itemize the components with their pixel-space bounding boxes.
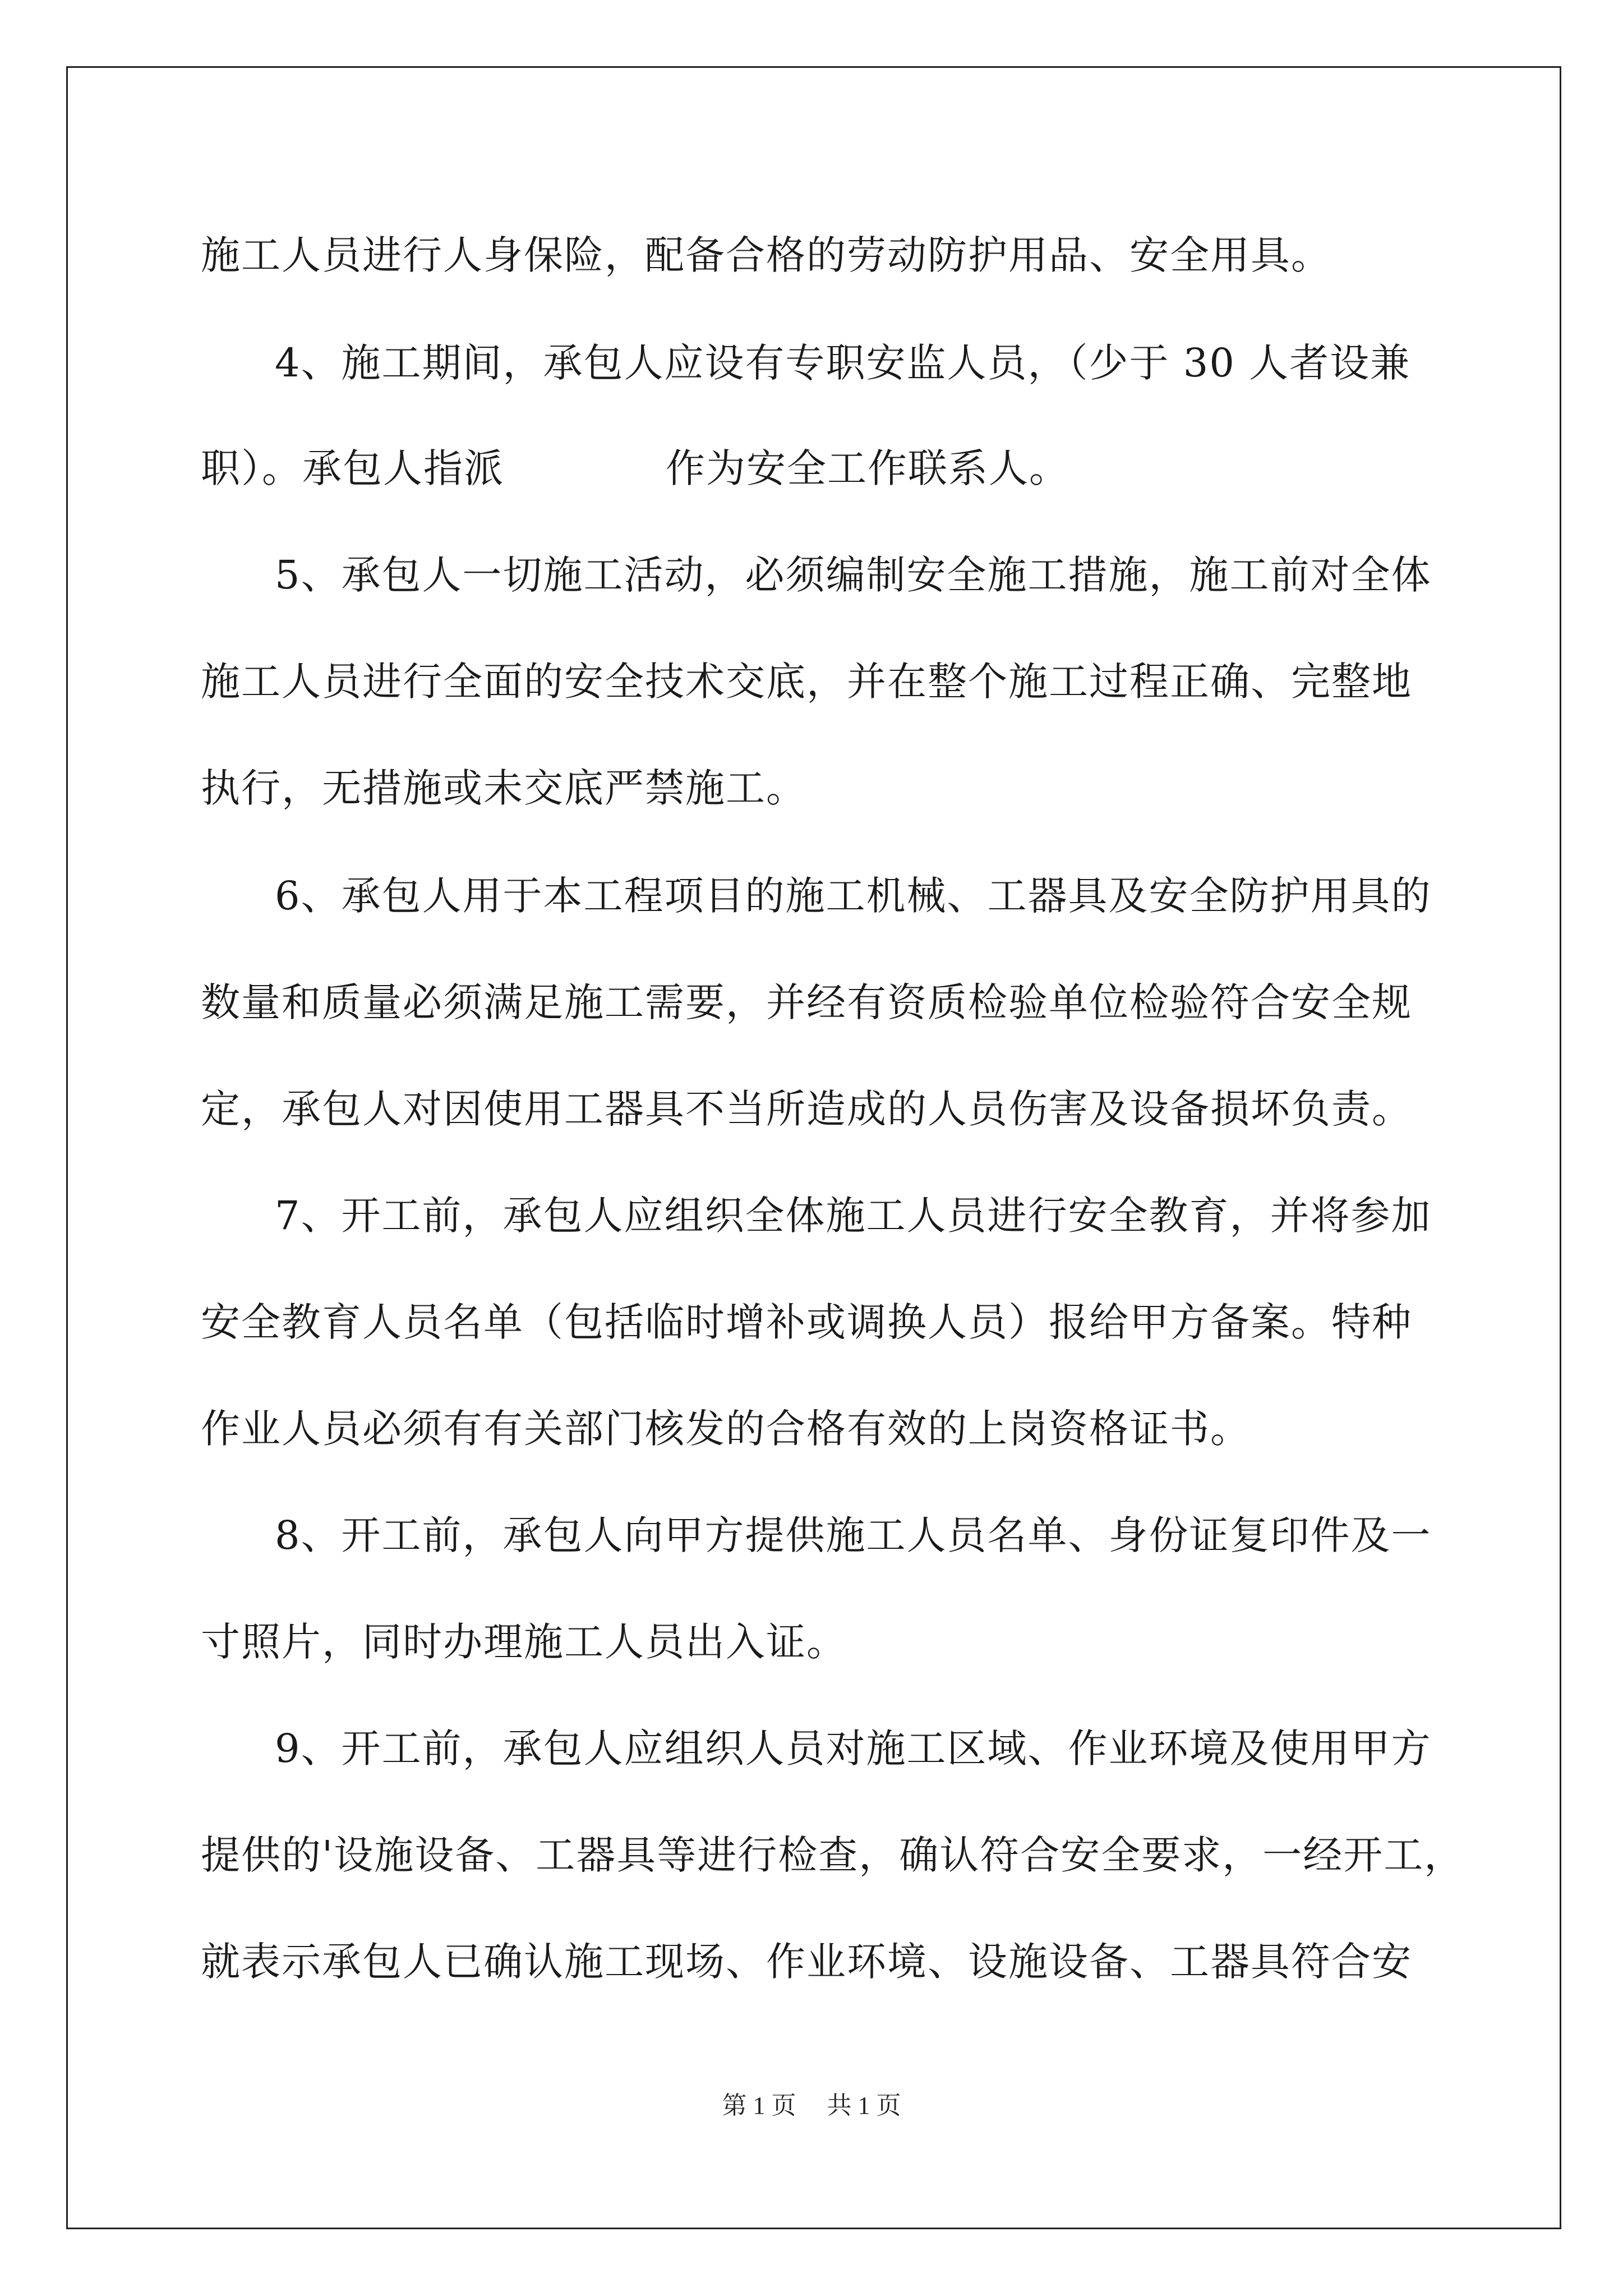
paragraph-9-line-2: 提供的'设施设备、工器具等进行检查，确认符合安全要求，一经开工， [201,1832,1465,1878]
paragraph-5-line-3: 执行，无措施或未交底严禁施工。 [201,765,806,811]
paragraph-5-line-1: 5、承包人一切施工活动，必须编制安全施工措施，施工前对全体 [275,552,1432,598]
paragraph-4-line-2: 职）。承包人指派 作为安全工作联系人。 [201,445,1069,491]
paragraph-8-line-1: 8、开工前，承包人向甲方提供施工人员名单、身份证复印件及一 [275,1512,1432,1558]
paragraph-9-line-1: 9、开工前，承包人应组织人员对施工区域、作业环境及使用甲方 [275,1726,1432,1772]
paragraph-9-line-3: 就表示承包人已确认施工现场、作业环境、设施设备、工器具符合安 [201,1939,1412,1985]
paragraph-7-line-1: 7、开工前，承包人应组织全体施工人员进行安全教育，并将参加 [275,1193,1432,1239]
body-line: 施工人员进行人身保险，配备合格的劳动防护用品、安全用具。 [201,232,1331,278]
page-footer: 第 1 页 共 1 页 [722,2092,901,2119]
paragraph-6-line-3: 定，承包人对因使用工器具不当所造成的人员伤害及设备损坏负责。 [201,1086,1412,1132]
paragraph-8-line-2: 寸照片，同时办理施工人员出入证。 [201,1619,847,1665]
page-border [66,66,1561,2229]
paragraph-6-line-1: 6、承包人用于本工程项目的施工机械、工器具及安全防护用具的 [275,873,1432,919]
paragraph-6-line-2: 数量和质量必须满足施工需要，并经有资质检验单位检验符合安全规 [201,979,1412,1025]
paragraph-7-line-3: 作业人员必须有有关部门核发的合格有效的上岗资格证书。 [201,1406,1251,1452]
paragraph-7-line-2: 安全教育人员名单（包括临时增补或调换人员）报给甲方备案。特种 [201,1299,1412,1345]
paragraph-4-line-1: 4、施工期间，承包人应设有专职安监人员，（少于 30 人者设兼 [275,340,1411,386]
paragraph-5-line-2: 施工人员进行全面的安全技术交底，并在整个施工过程正确、完整地 [201,659,1412,705]
